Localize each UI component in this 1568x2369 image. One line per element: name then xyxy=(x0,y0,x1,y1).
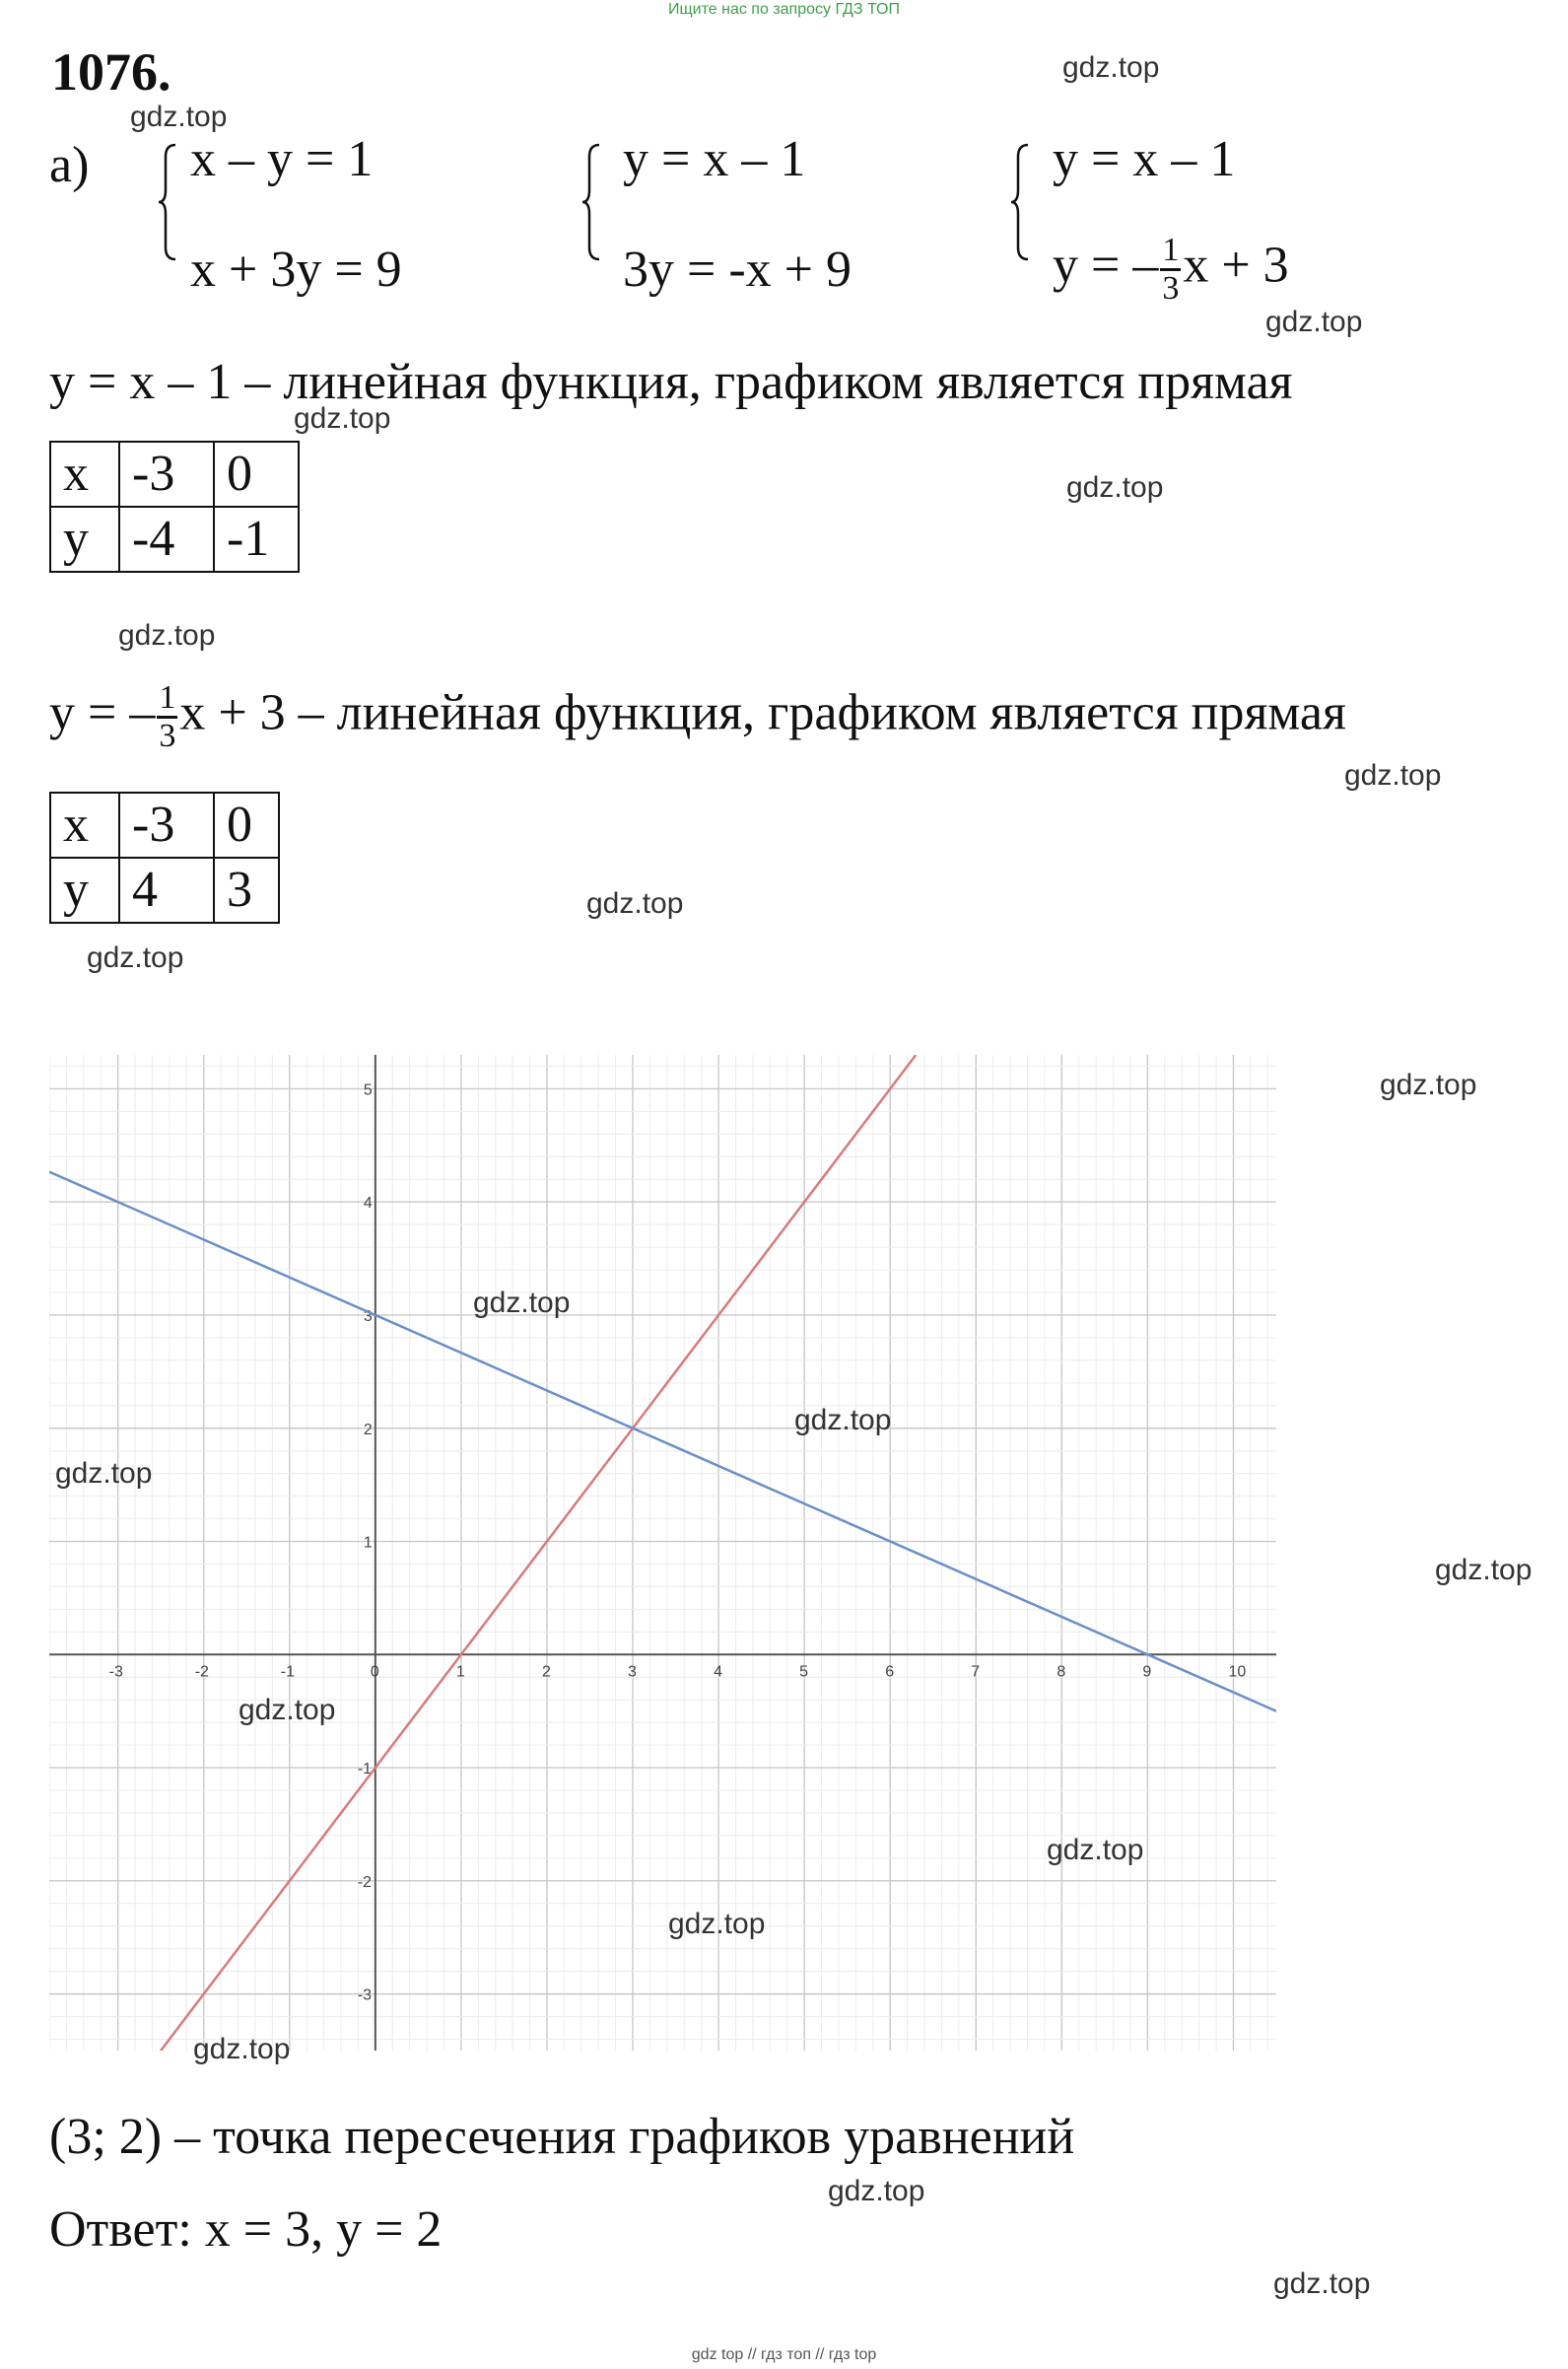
system3-eq1: y = x – 1 xyxy=(1053,131,1236,187)
footer-links: gdz top // гдз топ // гдз top xyxy=(691,2346,877,2363)
watermark: gdz.top xyxy=(586,887,684,920)
x-tick-label: 4 xyxy=(714,1663,722,1681)
fraction-numerator: 1 xyxy=(157,680,177,719)
top-banner: Ищите нас по запросу ГДЗ ТОП xyxy=(668,1,900,18)
brace-icon xyxy=(1010,143,1030,261)
y-tick-label: 3 xyxy=(363,1307,373,1325)
watermark: gdz.top xyxy=(55,1457,153,1490)
x-tick-label: 6 xyxy=(885,1663,895,1681)
x-tick-label: 7 xyxy=(971,1663,981,1681)
function2-prefix: y = – xyxy=(49,684,156,741)
x-tick-label: 2 xyxy=(541,1663,551,1681)
x-tick-label: 1 xyxy=(455,1663,465,1681)
system1-eq2: x + 3y = 9 xyxy=(190,242,402,298)
table-cell: -1 xyxy=(214,507,299,572)
function2-suffix: x + 3 – линейная функция, графиком является прямая xyxy=(179,684,1346,741)
series-line-y-equals-minus-third-x-plus-3 xyxy=(49,1172,1276,1711)
x-tick-label: 9 xyxy=(1142,1663,1152,1681)
value-table-1 xyxy=(49,441,300,573)
y-tick-label: 2 xyxy=(363,1421,373,1438)
answer-text: Ответ: x = 3, y = 2 xyxy=(49,2201,443,2258)
x-tick-label: -1 xyxy=(280,1663,296,1681)
y-tick-label: 5 xyxy=(363,1081,373,1099)
x-tick-label: 0 xyxy=(370,1663,379,1681)
table-row xyxy=(50,793,279,858)
watermark: gdz.top xyxy=(473,1287,571,1319)
fraction xyxy=(1160,233,1181,307)
watermark: gdz.top xyxy=(87,941,184,974)
x-tick-label: 8 xyxy=(1057,1663,1066,1681)
y-tick-label: 4 xyxy=(363,1195,373,1213)
system2-eq1: y = x – 1 xyxy=(623,131,806,187)
conclusion-text: (3; 2) – точка пересечения графиков уравнений xyxy=(49,2109,1075,2165)
watermark: gdz.top xyxy=(668,1908,766,1940)
watermark: gdz.top xyxy=(294,402,391,435)
watermark: gdz.top xyxy=(1062,51,1160,84)
brace-icon xyxy=(581,143,601,261)
y-tick-label: -3 xyxy=(357,1986,373,2004)
x-tick-label: 3 xyxy=(628,1663,637,1681)
x-tick-label: 5 xyxy=(799,1663,809,1681)
table-cell: x xyxy=(50,793,119,858)
watermark: gdz.top xyxy=(193,2033,291,2065)
table-cell: 4 xyxy=(119,858,214,923)
function1-description: y = x – 1 – линейная функция, графиком является прямая xyxy=(49,354,1293,410)
watermark: gdz.top xyxy=(239,1694,336,1726)
value-table-2 xyxy=(49,792,280,924)
table-cell: -4 xyxy=(119,507,214,572)
table-cell: -3 xyxy=(119,442,214,507)
function-graph xyxy=(49,1055,1276,2051)
fraction-numerator: 1 xyxy=(1160,233,1181,271)
fraction-denominator: 3 xyxy=(159,718,176,754)
x-tick-label: 10 xyxy=(1228,1663,1247,1681)
system2-eq2: 3y = -x + 9 xyxy=(623,242,852,298)
part-label: а) xyxy=(49,137,90,193)
system3-eq2 xyxy=(1053,233,1289,307)
y-tick-label: -1 xyxy=(357,1761,373,1778)
watermark: gdz.top xyxy=(1344,759,1442,792)
problem-number: 1076. xyxy=(51,42,171,102)
fraction-denominator: 3 xyxy=(1162,270,1180,307)
table-cell: y xyxy=(50,858,119,923)
table-row xyxy=(50,507,299,572)
watermark: gdz.top xyxy=(794,1404,892,1436)
fraction xyxy=(157,680,177,754)
watermark: gdz.top xyxy=(118,619,216,652)
watermark: gdz.top xyxy=(1066,471,1164,504)
y-tick-label: -2 xyxy=(357,1873,373,1891)
table-cell: 0 xyxy=(214,442,299,507)
y-tick-label: 1 xyxy=(363,1534,373,1552)
brace-icon xyxy=(158,143,177,261)
table-cell: x xyxy=(50,442,119,507)
watermark: gdz.top xyxy=(1047,1834,1144,1866)
table-cell: y xyxy=(50,507,119,572)
table-cell: 3 xyxy=(214,858,279,923)
watermark: gdz.top xyxy=(130,101,228,133)
x-tick-label: -2 xyxy=(194,1663,209,1681)
watermark: gdz.top xyxy=(1380,1069,1477,1101)
table-row xyxy=(50,442,299,507)
function2-description xyxy=(49,680,1346,754)
watermark: gdz.top xyxy=(1273,2267,1371,2300)
system1-eq1: x – y = 1 xyxy=(190,131,374,187)
watermark: gdz.top xyxy=(828,2175,925,2207)
watermark: gdz.top xyxy=(1265,306,1363,338)
watermark: gdz.top xyxy=(1435,1554,1533,1586)
table-cell: -3 xyxy=(119,793,214,858)
x-tick-label: -3 xyxy=(108,1663,123,1681)
table-cell: 0 xyxy=(214,793,279,858)
system3-eq2-suffix: x + 3 xyxy=(1183,237,1289,294)
system3-eq2-prefix: y = – xyxy=(1053,237,1159,294)
table-row xyxy=(50,858,279,923)
